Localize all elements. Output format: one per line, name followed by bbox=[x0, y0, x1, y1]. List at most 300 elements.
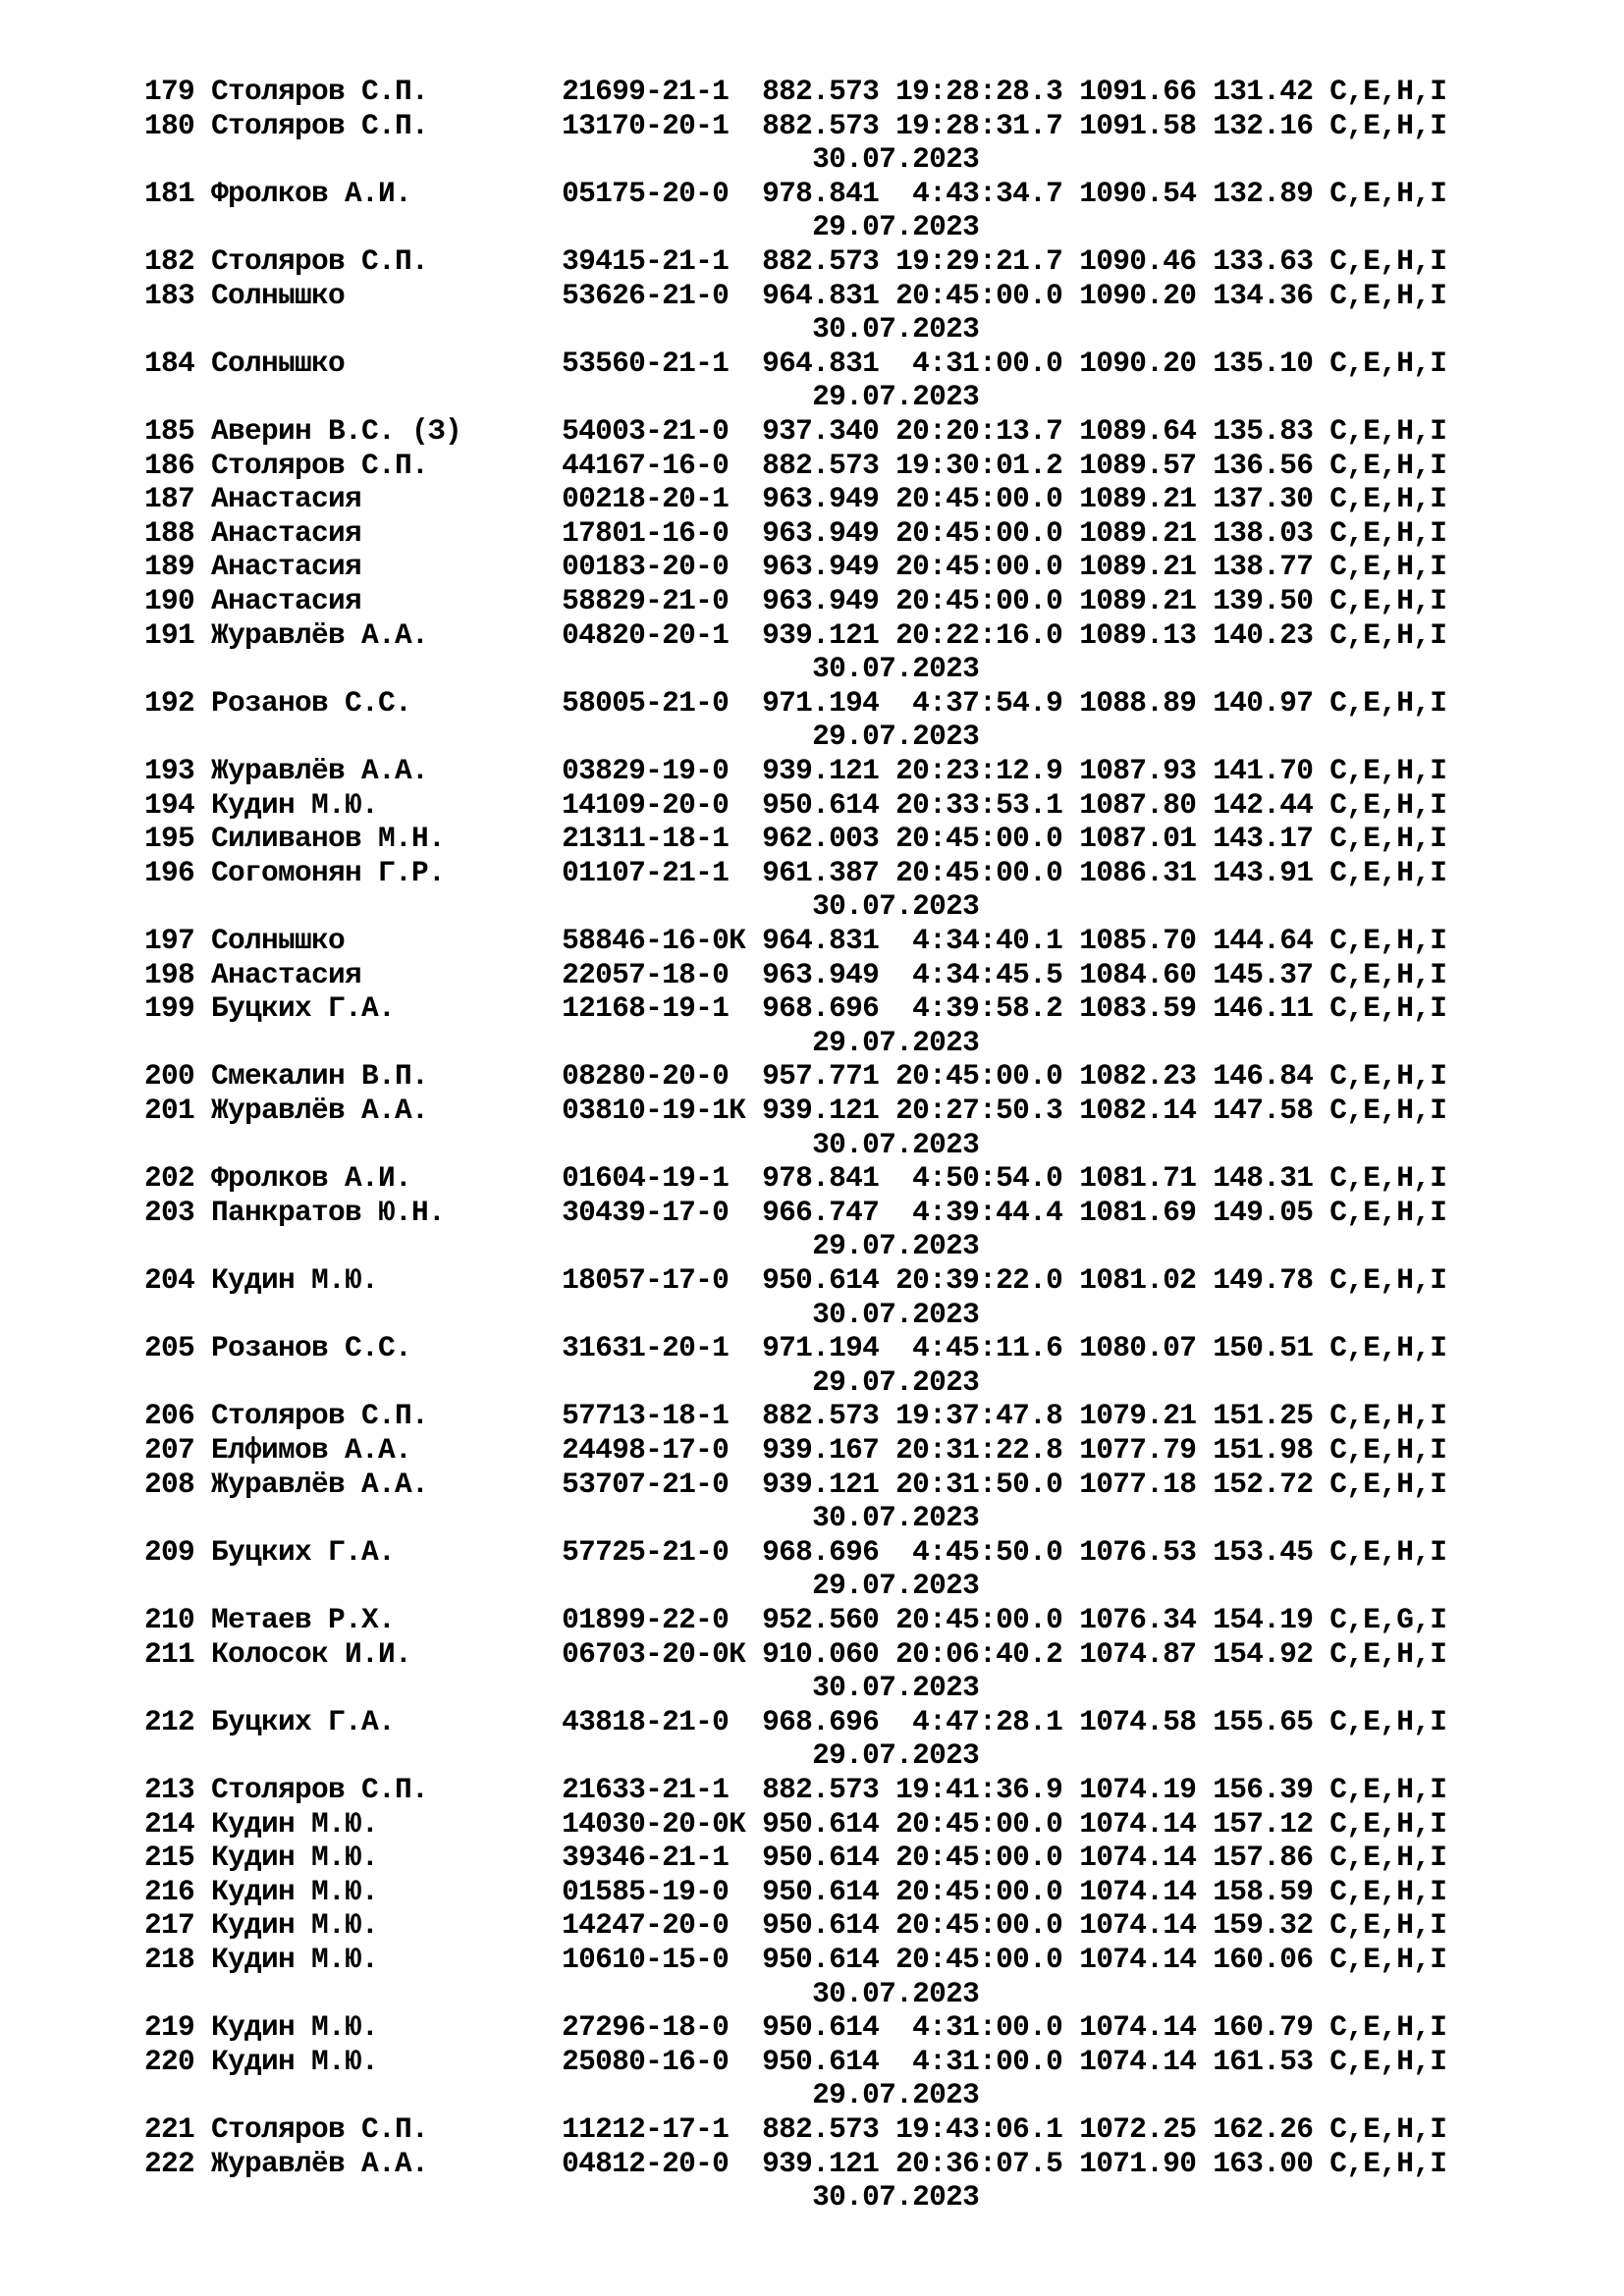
row-speed: 1077.18 bbox=[1079, 1467, 1214, 1501]
row-rank: 221 bbox=[144, 2112, 212, 2146]
row-points: 160.06 bbox=[1213, 1943, 1330, 1976]
row-classes: C,E,H,I bbox=[1329, 244, 1447, 278]
row-ring: 01604-19-1 bbox=[562, 1161, 763, 1196]
row-distance: 971.194 bbox=[762, 1331, 896, 1365]
date-label: 29.07.2023 bbox=[812, 2078, 980, 2112]
row-classes: C,E,H,I bbox=[1329, 414, 1447, 448]
date-indent bbox=[144, 1128, 812, 1161]
row-time: 4:50:54.0 bbox=[895, 1161, 1080, 1196]
row-name: Журавлёв А.А. bbox=[211, 1094, 563, 1127]
row-ring: 06703-20-0К bbox=[562, 1636, 763, 1671]
row-points: 140.23 bbox=[1213, 617, 1330, 652]
row-classes: C,E,H,I bbox=[1329, 2044, 1447, 2078]
table-row bbox=[144, 1161, 1446, 1196]
row-classes: C,E,G,I bbox=[1329, 1603, 1447, 1636]
table-row bbox=[144, 1433, 1446, 1468]
table-row bbox=[144, 1468, 1446, 1502]
row-ring: 17801-16-0 bbox=[562, 515, 763, 550]
row-distance: 950.614 bbox=[762, 1908, 896, 1943]
row-name: Столяров С.П. bbox=[211, 108, 563, 142]
date-separator bbox=[144, 1977, 979, 2011]
row-name: Анастасия bbox=[211, 584, 563, 617]
row-speed: 1074.14 bbox=[1079, 1806, 1214, 1841]
row-name: Фролков А.И. bbox=[211, 176, 563, 210]
table-row bbox=[144, 414, 1446, 449]
row-ring: 03829-19-0 bbox=[562, 754, 763, 787]
row-points: 162.26 bbox=[1213, 2112, 1330, 2146]
row-time: 4:43:34.7 bbox=[895, 176, 1080, 210]
row-ring: 01585-19-0 bbox=[562, 1874, 763, 1908]
row-speed: 1079.21 bbox=[1079, 1399, 1214, 1433]
date-separator bbox=[144, 142, 979, 177]
row-rank: 197 bbox=[144, 924, 212, 957]
row-speed: 1085.70 bbox=[1079, 924, 1214, 957]
date-label: 29.07.2023 bbox=[812, 380, 980, 414]
row-name: Кудин М.Ю. bbox=[211, 1806, 563, 1841]
row-name: Столяров С.П. bbox=[211, 75, 563, 108]
row-classes: C,E,H,I bbox=[1329, 2010, 1447, 2045]
row-time: 20:45:00.0 bbox=[895, 822, 1080, 856]
date-label: 30.07.2023 bbox=[812, 1501, 980, 1535]
row-ring: 53626-21-0 bbox=[562, 278, 763, 312]
row-speed: 1089.21 bbox=[1079, 515, 1214, 550]
row-ring: 21699-21-1 bbox=[562, 75, 763, 108]
row-name: Журавлёв А.А. bbox=[211, 2146, 563, 2180]
row-classes: C,E,H,I bbox=[1329, 617, 1447, 652]
row-time: 19:30:01.2 bbox=[895, 448, 1080, 482]
row-points: 138.03 bbox=[1213, 515, 1330, 550]
row-rank: 182 bbox=[144, 244, 212, 278]
row-rank: 203 bbox=[144, 1195, 212, 1229]
date-indent bbox=[144, 889, 812, 923]
table-row bbox=[144, 75, 1446, 109]
row-classes: C,E,H,I bbox=[1329, 1874, 1447, 1908]
row-speed: 1082.23 bbox=[1079, 1059, 1214, 1094]
date-separator bbox=[144, 1298, 979, 1332]
table-row bbox=[144, 279, 1446, 313]
row-name: Розанов С.С. bbox=[211, 1331, 563, 1365]
row-distance: 961.387 bbox=[762, 855, 896, 889]
row-ring: 14247-20-0 bbox=[562, 1908, 763, 1943]
table-row bbox=[144, 788, 1446, 823]
row-time: 20:45:00.0 bbox=[895, 1943, 1080, 1976]
date-separator bbox=[144, 1229, 979, 1263]
date-separator bbox=[144, 1671, 979, 1705]
row-time: 4:31:00.0 bbox=[895, 346, 1080, 380]
row-distance: 939.121 bbox=[762, 2146, 896, 2180]
row-classes: C,E,H,I bbox=[1329, 448, 1447, 482]
row-classes: C,E,H,I bbox=[1329, 1195, 1447, 1229]
row-speed: 1084.60 bbox=[1079, 957, 1214, 991]
row-time: 19:29:21.7 bbox=[895, 244, 1080, 278]
row-classes: C,E,H,I bbox=[1329, 1806, 1447, 1841]
row-rank: 189 bbox=[144, 550, 212, 584]
table-row bbox=[144, 1331, 1446, 1365]
row-rank: 202 bbox=[144, 1161, 212, 1196]
row-ring: 03810-19-1К bbox=[562, 1094, 763, 1127]
row-rank: 196 bbox=[144, 855, 212, 889]
table-row bbox=[144, 449, 1446, 483]
table-row bbox=[144, 1196, 1446, 1230]
row-points: 151.98 bbox=[1213, 1433, 1330, 1467]
date-indent bbox=[144, 1501, 812, 1534]
row-ring: 01107-21-1 bbox=[562, 855, 763, 889]
date-indent bbox=[144, 1738, 812, 1772]
row-name: Елфимов А.А. bbox=[211, 1433, 563, 1467]
row-name: Метаев Р.Х. bbox=[211, 1603, 563, 1636]
row-speed: 1087.80 bbox=[1079, 787, 1214, 822]
row-distance: 963.949 bbox=[762, 515, 896, 550]
row-name: Анастасия bbox=[211, 957, 563, 991]
row-rank: 204 bbox=[144, 1263, 212, 1297]
row-time: 4:39:44.4 bbox=[895, 1195, 1080, 1229]
row-rank: 209 bbox=[144, 1534, 212, 1569]
row-ring: 04812-20-0 bbox=[562, 2146, 763, 2180]
row-distance: 882.573 bbox=[762, 244, 896, 278]
row-time: 4:34:40.1 bbox=[895, 924, 1080, 957]
date-indent bbox=[144, 1026, 812, 1059]
row-rank: 218 bbox=[144, 1943, 212, 1976]
row-speed: 1074.14 bbox=[1079, 1874, 1214, 1908]
date-label: 30.07.2023 bbox=[812, 1671, 980, 1705]
row-name: Розанов С.С. bbox=[211, 685, 563, 720]
row-rank: 193 bbox=[144, 754, 212, 787]
row-points: 148.31 bbox=[1213, 1161, 1330, 1196]
row-rank: 207 bbox=[144, 1433, 212, 1467]
date-indent bbox=[144, 1365, 812, 1399]
row-points: 163.00 bbox=[1213, 2146, 1330, 2180]
row-rank: 220 bbox=[144, 2044, 212, 2078]
table-row bbox=[144, 584, 1446, 618]
date-indent bbox=[144, 1569, 812, 1602]
row-classes: C,E,H,I bbox=[1329, 1331, 1447, 1365]
row-distance: 910.060 bbox=[762, 1636, 896, 1671]
row-distance: 882.573 bbox=[762, 108, 896, 142]
table-row bbox=[144, 1603, 1446, 1637]
row-ring: 21633-21-1 bbox=[562, 1773, 763, 1806]
row-classes: C,E,H,I bbox=[1329, 685, 1447, 720]
row-classes: C,E,H,I bbox=[1329, 924, 1447, 957]
row-time: 19:41:36.9 bbox=[895, 1773, 1080, 1806]
table-row bbox=[144, 1094, 1446, 1128]
row-time: 20:22:16.0 bbox=[895, 617, 1080, 652]
row-name: Кудин М.Ю. bbox=[211, 1263, 563, 1297]
row-ring: 01899-22-0 bbox=[562, 1603, 763, 1636]
row-distance: 963.949 bbox=[762, 584, 896, 617]
row-points: 143.91 bbox=[1213, 855, 1330, 889]
row-rank: 217 bbox=[144, 1908, 212, 1943]
table-row bbox=[144, 856, 1446, 890]
row-points: 157.86 bbox=[1213, 1841, 1330, 1875]
row-distance: 957.771 bbox=[762, 1059, 896, 1094]
row-rank: 194 bbox=[144, 787, 212, 822]
row-time: 4:45:11.6 bbox=[895, 1331, 1080, 1365]
row-time: 20:45:00.0 bbox=[895, 855, 1080, 889]
row-distance: 966.747 bbox=[762, 1195, 896, 1229]
row-distance: 962.003 bbox=[762, 822, 896, 856]
row-distance: 963.949 bbox=[762, 957, 896, 991]
row-classes: C,E,H,I bbox=[1329, 2112, 1447, 2146]
date-separator bbox=[144, 1501, 979, 1535]
row-rank: 222 bbox=[144, 2146, 212, 2180]
row-speed: 1074.87 bbox=[1079, 1636, 1214, 1671]
row-distance: 968.696 bbox=[762, 1534, 896, 1569]
row-ring: 14030-20-0К bbox=[562, 1806, 763, 1841]
row-rank: 195 bbox=[144, 822, 212, 856]
row-rank: 216 bbox=[144, 1874, 212, 1908]
date-indent bbox=[144, 380, 812, 413]
row-points: 153.45 bbox=[1213, 1534, 1330, 1569]
table-row bbox=[144, 177, 1446, 211]
row-time: 20:45:00.0 bbox=[895, 1603, 1080, 1636]
date-separator bbox=[144, 1738, 979, 1773]
row-classes: C,E,H,I bbox=[1329, 75, 1447, 108]
row-speed: 1090.20 bbox=[1079, 278, 1214, 312]
row-name: Журавлёв А.А. bbox=[211, 754, 563, 787]
date-indent bbox=[144, 652, 812, 685]
row-points: 154.19 bbox=[1213, 1603, 1330, 1636]
date-label: 30.07.2023 bbox=[812, 1976, 980, 2010]
date-label: 30.07.2023 bbox=[812, 1127, 980, 1161]
row-time: 20:45:00.0 bbox=[895, 584, 1080, 617]
row-speed: 1089.13 bbox=[1079, 617, 1214, 652]
row-classes: C,E,H,I bbox=[1329, 1399, 1447, 1433]
row-speed: 1083.59 bbox=[1079, 991, 1214, 1026]
row-time: 19:28:31.7 bbox=[895, 108, 1080, 142]
row-distance: 950.614 bbox=[762, 1841, 896, 1875]
row-rank: 213 bbox=[144, 1773, 212, 1806]
table-row bbox=[144, 1807, 1446, 1842]
row-time: 20:45:00.0 bbox=[895, 278, 1080, 312]
row-rank: 187 bbox=[144, 482, 212, 516]
row-points: 133.63 bbox=[1213, 244, 1330, 278]
row-time: 20:45:00.0 bbox=[895, 515, 1080, 550]
row-classes: C,E,H,I bbox=[1329, 176, 1447, 210]
row-time: 4:34:45.5 bbox=[895, 957, 1080, 991]
row-points: 155.65 bbox=[1213, 1704, 1330, 1738]
row-ring: 53560-21-1 bbox=[562, 346, 763, 380]
table-row bbox=[144, 2045, 1446, 2079]
date-separator bbox=[144, 2180, 979, 2215]
date-indent bbox=[144, 2078, 812, 2111]
table-row bbox=[144, 516, 1446, 551]
row-classes: C,E,H,I bbox=[1329, 754, 1447, 787]
row-distance: 950.614 bbox=[762, 2010, 896, 2045]
row-name: Панкратов Ю.Н. bbox=[211, 1195, 563, 1229]
row-rank: 201 bbox=[144, 1094, 212, 1127]
date-separator bbox=[144, 720, 979, 754]
row-classes: C,E,H,I bbox=[1329, 482, 1447, 516]
row-ring: 00218-20-1 bbox=[562, 482, 763, 516]
row-name: Кудин М.Ю. bbox=[211, 2010, 563, 2045]
row-ring: 57713-18-1 bbox=[562, 1399, 763, 1433]
date-indent bbox=[144, 312, 812, 346]
row-distance: 963.949 bbox=[762, 550, 896, 584]
table-row bbox=[144, 1908, 1446, 1943]
row-speed: 1076.34 bbox=[1079, 1603, 1214, 1636]
row-points: 149.78 bbox=[1213, 1263, 1330, 1297]
row-points: 135.10 bbox=[1213, 346, 1330, 380]
date-separator bbox=[144, 889, 979, 924]
row-time: 20:45:00.0 bbox=[895, 1841, 1080, 1875]
row-points: 142.44 bbox=[1213, 787, 1330, 822]
row-time: 20:45:00.0 bbox=[895, 1874, 1080, 1908]
table-row bbox=[144, 686, 1446, 721]
row-speed: 1089.21 bbox=[1079, 550, 1214, 584]
row-distance: 950.614 bbox=[762, 2044, 896, 2078]
row-speed: 1087.93 bbox=[1079, 754, 1214, 787]
row-time: 4:31:00.0 bbox=[895, 2010, 1080, 2045]
row-points: 156.39 bbox=[1213, 1773, 1330, 1806]
row-distance: 968.696 bbox=[762, 991, 896, 1026]
table-row bbox=[144, 618, 1446, 653]
table-row bbox=[144, 2010, 1446, 2045]
row-points: 137.30 bbox=[1213, 482, 1330, 516]
row-speed: 1091.58 bbox=[1079, 108, 1214, 142]
row-time: 4:47:28.1 bbox=[895, 1704, 1080, 1738]
row-time: 19:28:28.3 bbox=[895, 75, 1080, 108]
row-points: 160.79 bbox=[1213, 2010, 1330, 2045]
row-name: Анастасия bbox=[211, 515, 563, 550]
row-ring: 27296-18-0 bbox=[562, 2010, 763, 2045]
row-name: Солнышко bbox=[211, 924, 563, 957]
row-ring: 54003-21-0 bbox=[562, 414, 763, 448]
row-points: 134.36 bbox=[1213, 278, 1330, 312]
row-points: 145.37 bbox=[1213, 957, 1330, 991]
row-time: 20:20:13.7 bbox=[895, 414, 1080, 448]
row-points: 146.84 bbox=[1213, 1059, 1330, 1094]
row-ring: 10610-15-0 bbox=[562, 1943, 763, 1976]
row-name: Солнышко bbox=[211, 346, 563, 380]
row-rank: 183 bbox=[144, 278, 212, 312]
row-name: Кудин М.Ю. bbox=[211, 787, 563, 822]
row-name: Анастасия bbox=[211, 550, 563, 584]
row-points: 151.25 bbox=[1213, 1399, 1330, 1433]
row-rank: 208 bbox=[144, 1467, 212, 1501]
row-name: Кудин М.Ю. bbox=[211, 1841, 563, 1875]
row-speed: 1074.19 bbox=[1079, 1773, 1214, 1806]
row-rank: 214 bbox=[144, 1806, 212, 1841]
row-ring: 39415-21-1 bbox=[562, 244, 763, 278]
row-points: 138.77 bbox=[1213, 550, 1330, 584]
row-speed: 1077.79 bbox=[1079, 1433, 1214, 1467]
date-label: 30.07.2023 bbox=[812, 652, 980, 686]
row-speed: 1081.69 bbox=[1079, 1195, 1214, 1229]
row-points: 141.70 bbox=[1213, 754, 1330, 787]
table-row bbox=[144, 1637, 1446, 1672]
row-points: 132.16 bbox=[1213, 108, 1330, 142]
date-separator bbox=[144, 1128, 979, 1162]
row-rank: 205 bbox=[144, 1331, 212, 1365]
row-speed: 1087.01 bbox=[1079, 822, 1214, 856]
row-classes: C,E,H,I bbox=[1329, 1704, 1447, 1738]
row-distance: 950.614 bbox=[762, 787, 896, 822]
row-ring: 18057-17-0 bbox=[562, 1263, 763, 1297]
row-time: 20:45:00.0 bbox=[895, 550, 1080, 584]
row-ring: 31631-20-1 bbox=[562, 1331, 763, 1365]
row-speed: 1081.02 bbox=[1079, 1263, 1214, 1297]
row-ring: 53707-21-0 bbox=[562, 1467, 763, 1501]
row-name: Силиванов М.Н. bbox=[211, 822, 563, 856]
row-ring: 58005-21-0 bbox=[562, 685, 763, 720]
row-rank: 210 bbox=[144, 1603, 212, 1636]
row-classes: C,E,H,I bbox=[1329, 1161, 1447, 1196]
row-points: 147.58 bbox=[1213, 1094, 1330, 1127]
row-rank: 212 bbox=[144, 1704, 212, 1738]
row-name: Смекалин В.П. bbox=[211, 1059, 563, 1094]
row-rank: 219 bbox=[144, 2010, 212, 2045]
row-name: Столяров С.П. bbox=[211, 1399, 563, 1433]
table-row bbox=[144, 991, 1446, 1026]
row-time: 20:36:07.5 bbox=[895, 2146, 1080, 2180]
date-separator bbox=[144, 380, 979, 414]
table-row bbox=[144, 822, 1446, 856]
row-distance: 939.121 bbox=[762, 617, 896, 652]
row-distance: 952.560 bbox=[762, 1603, 896, 1636]
date-separator bbox=[144, 2078, 979, 2112]
row-time: 20:45:00.0 bbox=[895, 1059, 1080, 1094]
row-points: 146.11 bbox=[1213, 991, 1330, 1026]
row-ring: 08280-20-0 bbox=[562, 1059, 763, 1094]
row-classes: C,E,H,I bbox=[1329, 550, 1447, 584]
row-speed: 1081.71 bbox=[1079, 1161, 1214, 1196]
row-time: 20:45:00.0 bbox=[895, 1908, 1080, 1943]
table-row bbox=[144, 1059, 1446, 1094]
row-distance: 964.831 bbox=[762, 278, 896, 312]
date-label: 29.07.2023 bbox=[812, 1738, 980, 1773]
row-points: 150.51 bbox=[1213, 1331, 1330, 1365]
row-classes: C,E,H,I bbox=[1329, 1467, 1447, 1501]
row-rank: 188 bbox=[144, 515, 212, 550]
date-indent bbox=[144, 720, 812, 753]
table-row bbox=[144, 958, 1446, 992]
row-time: 20:27:50.3 bbox=[895, 1094, 1080, 1127]
row-ring: 58846-16-0К bbox=[562, 924, 763, 957]
row-ring: 04820-20-1 bbox=[562, 617, 763, 652]
row-distance: 939.167 bbox=[762, 1433, 896, 1467]
row-time: 4:39:58.2 bbox=[895, 991, 1080, 1026]
table-row bbox=[144, 1535, 1446, 1570]
row-speed: 1089.21 bbox=[1079, 584, 1214, 617]
row-ring: 57725-21-0 bbox=[562, 1534, 763, 1569]
row-name: Солнышко bbox=[211, 278, 563, 312]
row-name: Кудин М.Ю. bbox=[211, 1908, 563, 1943]
row-time: 19:37:47.8 bbox=[895, 1399, 1080, 1433]
date-label: 29.07.2023 bbox=[812, 720, 980, 754]
row-distance: 950.614 bbox=[762, 1806, 896, 1841]
row-ring: 12168-19-1 bbox=[562, 991, 763, 1026]
row-points: 139.50 bbox=[1213, 584, 1330, 617]
date-indent bbox=[144, 1298, 812, 1331]
table-row bbox=[144, 1841, 1446, 1875]
row-classes: C,E,H,I bbox=[1329, 787, 1447, 822]
row-classes: C,E,H,I bbox=[1329, 1263, 1447, 1297]
row-name: Столяров С.П. bbox=[211, 1773, 563, 1806]
row-classes: C,E,H,I bbox=[1329, 1059, 1447, 1094]
date-label: 30.07.2023 bbox=[812, 889, 980, 924]
row-ring: 30439-17-0 bbox=[562, 1195, 763, 1229]
row-distance: 971.194 bbox=[762, 685, 896, 720]
row-rank: 181 bbox=[144, 176, 212, 210]
row-speed: 1089.21 bbox=[1079, 482, 1214, 516]
row-speed: 1089.64 bbox=[1079, 414, 1214, 448]
row-points: 136.56 bbox=[1213, 448, 1330, 482]
row-ring: 44167-16-0 bbox=[562, 448, 763, 482]
row-speed: 1074.14 bbox=[1079, 2010, 1214, 2045]
row-speed: 1090.46 bbox=[1079, 244, 1214, 278]
row-distance: 950.614 bbox=[762, 1874, 896, 1908]
row-rank: 184 bbox=[144, 346, 212, 380]
